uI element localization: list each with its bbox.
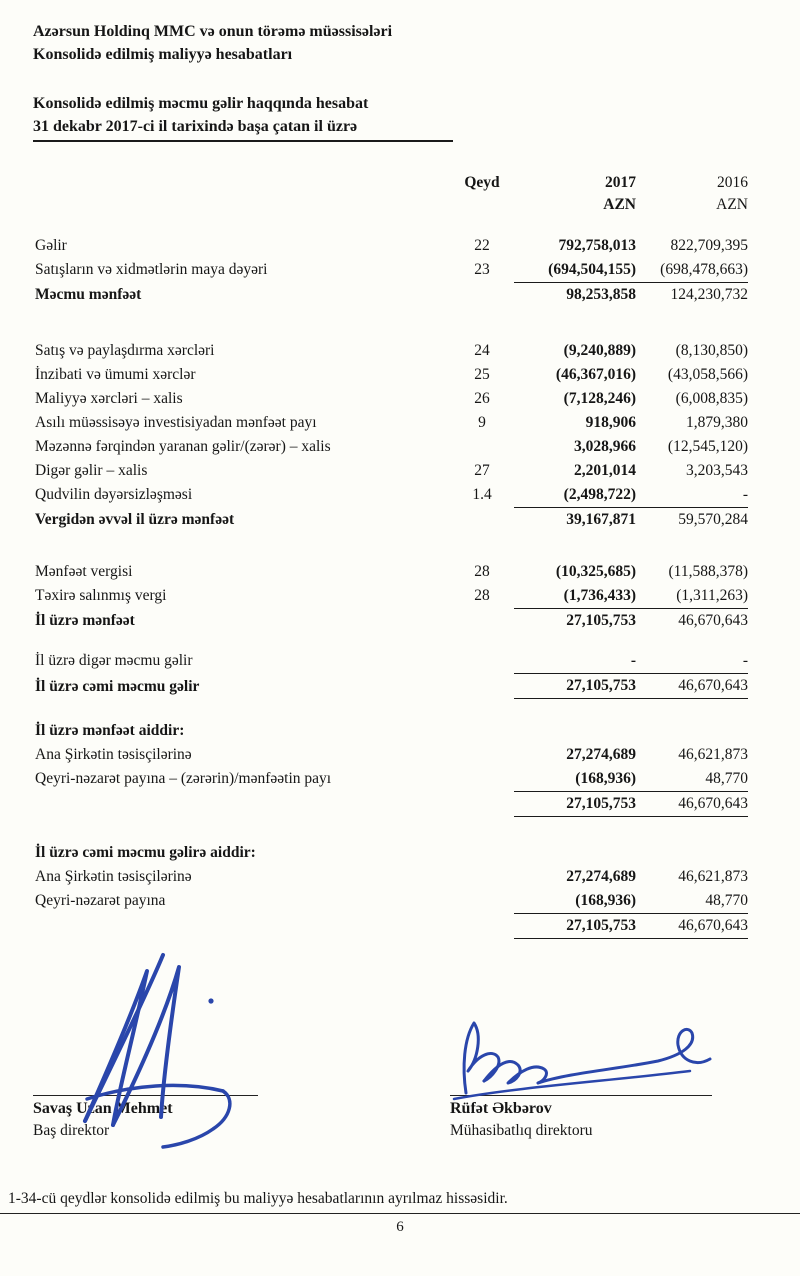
value-2017: 3,028,966	[574, 438, 636, 455]
table-row	[33, 791, 748, 817]
row-values	[514, 483, 748, 507]
value-2016: (11,588,378)	[668, 563, 748, 580]
row-label: İl üzrə cəmi məcmu gəlir	[35, 678, 200, 695]
row-spacer	[33, 817, 748, 841]
table-row	[33, 673, 748, 699]
table-column-headers	[33, 172, 748, 216]
note-cell: 1.4	[472, 486, 492, 503]
row-values	[514, 363, 748, 387]
value-2017: 918,906	[585, 414, 636, 431]
table-row	[33, 719, 748, 743]
value-2016: (8,130,850)	[675, 342, 748, 359]
table-row	[33, 483, 748, 507]
value-2016: 46,670,643	[678, 917, 748, 934]
table-row	[33, 258, 748, 282]
value-2017: (46,367,016)	[555, 366, 636, 383]
page-number: 6	[396, 1219, 404, 1235]
value-2016: -	[742, 652, 748, 669]
table-row	[33, 743, 748, 767]
note-cell: 24	[474, 342, 490, 359]
value-2016: (1,311,263)	[676, 587, 748, 604]
signatory-right	[450, 1095, 712, 1141]
row-values	[514, 411, 748, 435]
table-row	[33, 608, 748, 633]
table-row	[33, 339, 748, 363]
note-cell: 26	[474, 390, 490, 407]
value-2017: (10,325,685)	[555, 563, 636, 580]
signature-area	[33, 949, 748, 1161]
note-cell: 27	[474, 462, 490, 479]
value-2017: (2,498,722)	[563, 486, 636, 503]
table-row	[33, 865, 748, 889]
value-2017: 27,105,753	[566, 795, 636, 812]
row-values	[514, 258, 748, 282]
value-2016: 46,670,643	[678, 612, 748, 629]
row-label: Asılı müəssisəyə investisiyadan mənfəət payı	[35, 414, 317, 431]
signatory-left	[33, 1095, 258, 1141]
value-2017: (694,504,155)	[548, 261, 636, 278]
signatory-title: Baş direktor	[33, 1122, 110, 1139]
note-cell: 28	[474, 563, 490, 580]
value-2016: 46,621,873	[678, 746, 748, 763]
signature-line-right	[450, 1095, 712, 1096]
report-period: 31 dekabr 2017-ci il tarixində başa çatan il üzrə	[33, 115, 453, 142]
company-name: Azərsun Holdinq MMC və onun törəmə müəssisələri	[33, 23, 393, 40]
note-cell: 25	[474, 366, 490, 383]
row-spacer	[33, 699, 748, 719]
table-row	[33, 889, 748, 913]
row-label: Qeyri-nəzarət payına	[35, 892, 166, 909]
column-header-2017: 2017	[605, 174, 636, 191]
row-values	[514, 282, 748, 307]
row-label: İl üzrə cəmi məcmu gəlirə aiddir:	[35, 844, 256, 861]
report-title: Konsolidə edilmiş məcmu gəlir haqqında hesabat	[33, 95, 369, 112]
value-2016: (43,058,566)	[667, 366, 748, 383]
table-row	[33, 913, 748, 939]
row-label: Satış və paylaşdırma xərcləri	[35, 342, 215, 359]
table-row	[33, 507, 748, 532]
row-label: Digər gəlir – xalis	[35, 462, 148, 479]
row-label: Ana Şirkətin təsisçilərinə	[35, 746, 192, 763]
value-2016: 46,670,643	[678, 677, 748, 694]
row-label: Satışların və xidmətlərin maya dəyəri	[35, 261, 268, 278]
row-label: Gəlir	[35, 237, 67, 254]
row-label: Qudvilin dəyərsizləşməsi	[35, 486, 193, 503]
value-2017: 27,105,753	[566, 677, 636, 694]
row-label: İl üzrə digər məcmu gəlir	[35, 652, 193, 669]
table-row	[33, 435, 748, 459]
note-cell: 28	[474, 587, 490, 604]
value-2016: 48,770	[705, 770, 748, 787]
row-label: İnzibati və ümumi xərclər	[35, 366, 196, 383]
row-values	[514, 673, 748, 699]
row-values	[514, 743, 748, 767]
table-row	[33, 411, 748, 435]
row-values	[514, 459, 748, 483]
note-cell: 22	[474, 237, 490, 254]
column-currency-2017: AZN	[603, 196, 636, 213]
row-values	[514, 435, 748, 459]
row-values	[514, 889, 748, 913]
row-label: Məcmu mənfəət	[35, 286, 142, 303]
table-row	[33, 234, 748, 258]
table-row	[33, 841, 748, 865]
value-2016: 46,670,643	[678, 795, 748, 812]
value-2017: 2,201,014	[574, 462, 636, 479]
value-2016: 46,621,873	[678, 868, 748, 885]
signatory-title: Mühasibatlıq direktoru	[450, 1122, 593, 1139]
value-2016: -	[742, 486, 748, 503]
row-spacer	[33, 532, 748, 560]
value-2017: 27,105,753	[566, 917, 636, 934]
value-2017: (168,936)	[575, 770, 636, 787]
value-2016: 3,203,543	[686, 462, 748, 479]
row-values	[514, 507, 748, 532]
value-2016: 59,570,284	[678, 511, 748, 528]
value-2016: (6,008,835)	[675, 390, 748, 407]
row-label: İl üzrə mənfəət aiddir:	[35, 722, 185, 739]
value-2016: 1,879,380	[686, 414, 748, 431]
income-statement-rows	[33, 234, 748, 939]
row-values	[514, 234, 748, 258]
value-2017: 27,274,689	[566, 868, 636, 885]
row-values	[514, 339, 748, 363]
signature-line-left	[33, 1095, 258, 1096]
value-2017: 27,105,753	[566, 612, 636, 629]
table-row	[33, 282, 748, 307]
row-label: Maliyyə xərcləri – xalis	[35, 390, 183, 407]
value-2016: 822,709,395	[670, 237, 748, 254]
report-title-block	[33, 92, 748, 142]
row-label: İl üzrə mənfəət	[35, 612, 135, 629]
row-values	[514, 791, 748, 817]
value-2016: (698,478,663)	[660, 261, 748, 278]
row-label: Mənfəət vergisi	[35, 563, 133, 580]
row-label: Qeyri-nəzarət payına – (zərərin)/mənfəətin payı	[35, 770, 332, 787]
note-cell: 23	[474, 261, 490, 278]
row-spacer	[33, 307, 748, 339]
value-2016: (12,545,120)	[667, 438, 748, 455]
value-2017: (168,936)	[575, 892, 636, 909]
table-row	[33, 767, 748, 791]
row-values	[514, 608, 748, 633]
row-values	[514, 767, 748, 791]
note-cell: 9	[478, 414, 486, 431]
value-2017: 98,253,858	[566, 286, 636, 303]
table-row	[33, 387, 748, 411]
table-row	[33, 363, 748, 387]
table-row	[33, 560, 748, 584]
table-row	[33, 584, 748, 608]
row-spacer	[33, 633, 748, 649]
row-label: Ana Şirkətin təsisçilərinə	[35, 868, 192, 885]
value-2017: -	[630, 652, 636, 669]
value-2017: (1,736,433)	[563, 587, 636, 604]
row-values	[514, 387, 748, 411]
row-values	[514, 913, 748, 939]
table-row	[33, 459, 748, 483]
row-values	[514, 584, 748, 608]
column-header-2016: 2016	[717, 174, 748, 191]
row-label: Məzənnə fərqindən yaranan gəlir/(zərər) – xalis	[35, 438, 331, 455]
row-values	[514, 865, 748, 889]
row-label: Vergidən əvvəl il üzrə mənfəət	[35, 511, 235, 528]
footnote: 1-34-cü qeydlər konsolidə edilmiş bu maliyyə hesabatlarının ayrılmaz hissəsidir.	[0, 1190, 800, 1214]
signatory-name: Rüfət Əkbərov	[450, 1100, 552, 1117]
column-header-note: Qeyd	[464, 174, 500, 191]
row-values	[514, 560, 748, 584]
row-label: Təxirə salınmış vergi	[35, 587, 167, 604]
value-2016: 48,770	[705, 892, 748, 909]
page-footer	[0, 1190, 800, 1236]
table-row	[33, 649, 748, 673]
column-currency-2016: AZN	[716, 196, 748, 213]
value-2017: 792,758,013	[558, 237, 636, 254]
value-2017: 39,167,871	[566, 511, 636, 528]
value-2017: 27,274,689	[566, 746, 636, 763]
report-subtitle: Konsolidə edilmiş maliyyə hesabatları	[33, 46, 293, 63]
value-2016: 124,230,732	[670, 286, 748, 303]
signatory-name: Savaş Uzan Mehmet	[33, 1100, 173, 1117]
row-values	[514, 649, 748, 673]
value-2017: (9,240,889)	[563, 342, 636, 359]
value-2017: (7,128,246)	[563, 390, 636, 407]
